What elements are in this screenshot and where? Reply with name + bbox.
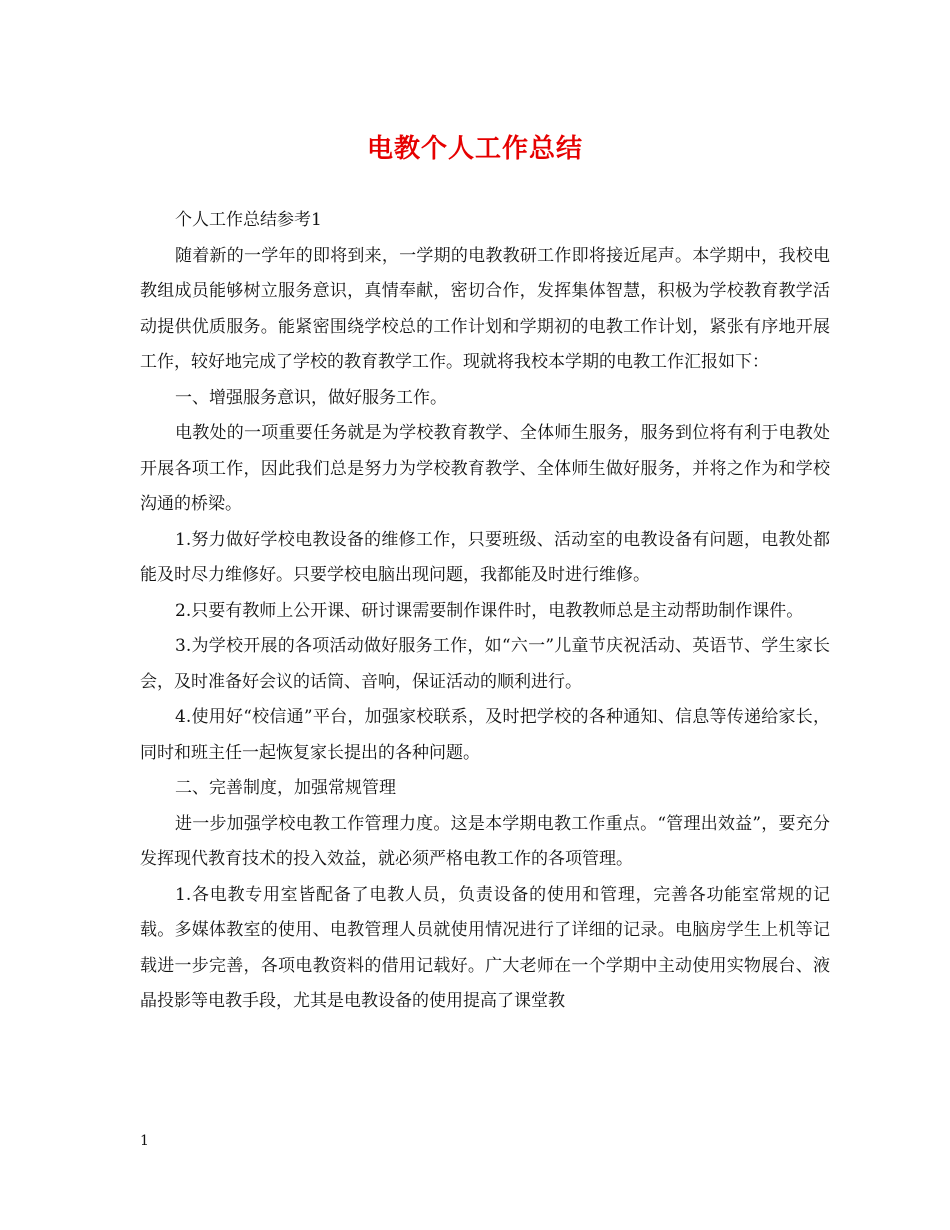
paragraph-intro: 随着新的一学年的即将到来，一学期的电教教研工作即将接近尾声。本学期中，我校电教组成员能够树立服务意识，真情奉献，密切合作，发挥集体智慧，积极为学校教育教学活动提供优质服务。能紧密围绕学校总的工作计划和学期初的电教工作计划，紧张有序地开展工作，较好地完成了学校的教育教学工作。现就将我校本学期的电教工作汇报如下：	[140, 245, 830, 372]
document-body	[140, 203, 830, 1020]
section-heading-2: 二、完善制度，加强常规管理	[175, 778, 396, 798]
paragraph-section-1: 电教处的一项重要任务就是为学校教育教学、全体师生服务，服务到位将有利于电教处开展各项工作，因此我们总是努力为学校教育教学、全体师生做好服务，并将之作为和学校沟通的桥梁。	[140, 423, 830, 514]
list-item-1: 1.努力做好学校电教设备的维修工作，只要班级、活动室的电教设备有问题，电教处都能及时尽力维修好。只要学校电脑出现问题，我都能及时进行维修。	[140, 529, 830, 585]
page-number: 1	[140, 1133, 149, 1149]
paragraph-section-2: 进一步加强学校电教工作管理力度。这是本学期电教工作重点。“管理出效益”，要充分发挥现代教育技术的投入效益，就必须严格电教工作的各项管理。	[140, 813, 830, 869]
paragraph-subtitle: 个人工作总结参考1	[175, 210, 322, 230]
list-item-3: 3.为学校开展的各项活动做好服务工作，如“六一”儿童节庆祝活动、英语节、学生家长会，及时准备好会议的话筒、音响，保证活动的顺利进行。	[140, 636, 830, 692]
list-item-2: 2.只要有教师上公开课、研讨课需要制作课件时，电教教师总是主动帮助制作课件。	[175, 600, 804, 621]
list-item-4: 4.使用好“校信通”平台，加强家校联系，及时把学校的各种通知、信息等传递给家长，同时和班主任一起恢复家长提出的各种问题。	[140, 707, 830, 763]
section-heading-1: 一、增强服务意识，做好服务工作。	[175, 387, 447, 408]
list-item-5: 1.各电教专用室皆配备了电教人员，负责设备的使用和管理，完善各功能室常规的记载。多媒体教室的使用、电教管理人员就使用情况进行了详细的记录。电脑房学生上机等记载进一步完善，各项电教资料的借用记载好。广大老师在一个学期中主动使用实物展台、液晶投影等电教手段，尤其是电教设备的使用提高了课堂教	[140, 884, 830, 1011]
document-title: 电教个人工作总结	[366, 134, 583, 164]
